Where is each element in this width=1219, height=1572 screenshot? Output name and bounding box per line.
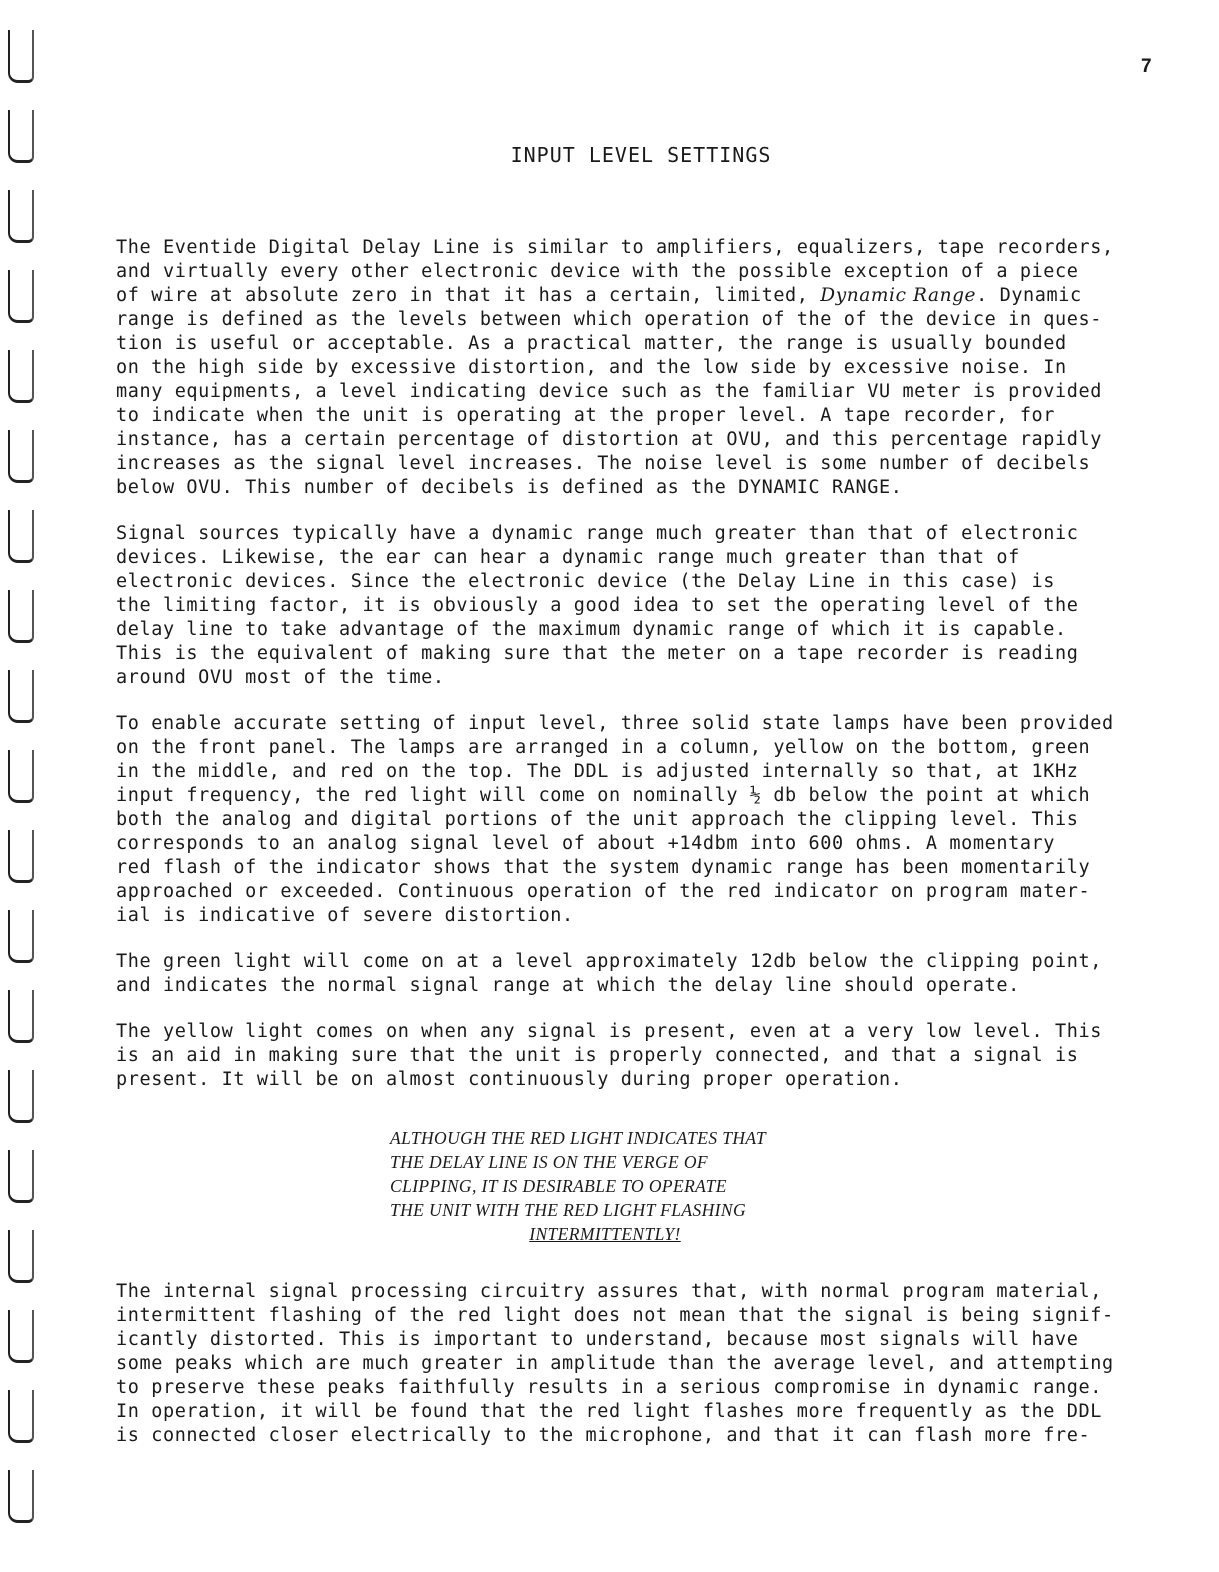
binder-ring	[8, 190, 34, 243]
notice-text: ALTHOUGH THE RED LIGHT INDICATES THAT THE DELAY LINE IS ON THE VERGE OF CLIPPING, IT IS DESIRABLE TO OPERATE THE UNIT WITH THE RED LIGHT FLASHING	[390, 1128, 766, 1220]
binder-ring	[8, 750, 34, 803]
binder-ring	[8, 830, 34, 883]
binder-ring	[8, 1070, 34, 1123]
binder-ring	[8, 1230, 34, 1283]
binder-ring	[8, 430, 34, 483]
paragraph-signal-processing: The internal signal processing circuitry assures that, with normal program material, intermittent flashing of the red light does not mean that the signal is being signif- icantly distorted. This is important to understand, because most signals will have some peaks which are much greater in amplitude than the average level, and attempting to preserve these peaks faithfully results in a serious compromise in dynamic range. In operation, it will be found that the red light flashes more frequently as the DDL is connected closer electrically to the microphone, and that it can flash more fre-	[116, 1281, 1114, 1446]
binder-ring	[8, 30, 34, 83]
page-number: 7	[1141, 56, 1152, 77]
binder-ring	[8, 510, 34, 563]
paragraph-dynamic-range	[116, 236, 1146, 500]
notice-emphasis: INTERMITTENTLY!	[529, 1224, 681, 1244]
binder-ring	[8, 590, 34, 643]
binder-ring	[8, 350, 34, 403]
binder-ring	[8, 670, 34, 723]
dynamic-range-term: Dynamic Range	[820, 285, 977, 306]
paragraph-indicator-lamps: To enable accurate setting of input level, three solid state lamps have been provided on the front panel. The lamps are arranged in a column, yellow on the bottom, green in the middle, and red on the top. The DDL is adjusted internally so that, at 1KHz input frequency, the red light will come on nominally ½ db below the point at which both the analog and digital portions of the unit approach the clipping level. This corresponds to an analog signal level of about +14dbm into 600 ohms. A momentary red flash of the indicator shows that the system dynamic range has been momentarily approached or exceeded. Continuous operation of the red indicator on program mater- ial is indicative of severe distortion.	[116, 713, 1114, 926]
body-text	[116, 236, 1146, 1470]
paragraph-green-light: The green light will come on at a level approximately 12db below the clipping point, and indicates the normal signal range at which the delay line should operate.	[116, 951, 1102, 996]
binder-ring	[8, 1150, 34, 1203]
paragraph-signal-sources: Signal sources typically have a dynamic range much greater than that of electronic devices. Likewise, the ear can hear a dynamic range much greater than that of electronic devices. Since the electronic device (the Delay Line in this case) is the limiting factor, it is obviously a good idea to set the operating level of the delay line to take advantage of the maximum dynamic range of which it is capable. This is the equivalent of making sure that the meter on a tape recorder is reading around OVU most of the time.	[116, 523, 1079, 688]
paragraph-yellow-light: The yellow light comes on when any signal is present, even at a very low level. This is an aid in making sure that the unit is properly connected, and that a signal is present. It will be on almost continuously during proper operation.	[116, 1021, 1102, 1090]
paragraph-text: The Eventide Digital Delay Line is similar to amplifiers, equalizers, tape recorders, and virtually every other electronic device with the possible exception of a piece of wire at absolute zero in that it has a certain, limited,	[116, 237, 1114, 306]
binder-ring	[8, 270, 34, 323]
red-light-notice	[390, 1126, 860, 1246]
binder-ring	[8, 1470, 34, 1523]
binder-ring	[8, 1310, 34, 1363]
page-title: INPUT LEVEL SETTINGS	[510, 143, 772, 167]
binder-rings	[4, 30, 38, 1550]
paragraph-text: . Dynamic range is defined as the levels between which operation of the of the device in ques- tion is useful or acceptable. As a practical matter, the range is usually bounded on the high side by excessive distortion, and the low side by excessive noise. In many equipments, a level indicating device such as the familiar VU meter is provided to indicate when the unit is operating at the proper level. A tape recorder, for instance, has a certain percentage of distortion at OVU, and this percentage rapidly increases as the signal level increases. The noise level is some number of decibels below OVU. This number of decibels is defined as the DYNAMIC RANGE.	[116, 285, 1102, 498]
binder-ring	[8, 1390, 34, 1443]
binder-ring	[8, 910, 34, 963]
binder-ring	[8, 990, 34, 1043]
